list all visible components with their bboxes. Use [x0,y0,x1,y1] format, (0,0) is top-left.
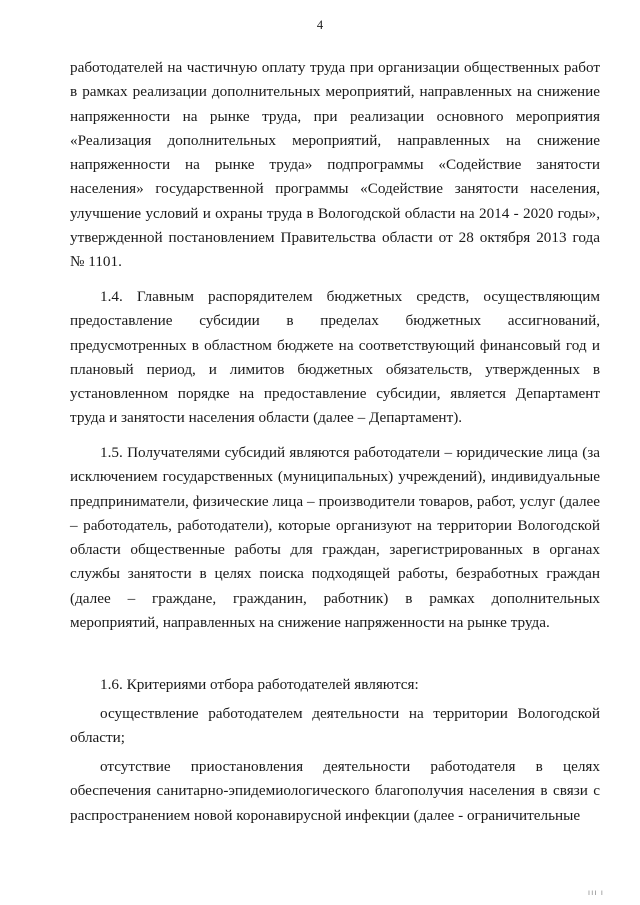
criterion-no-suspension: отсутствие приостановления деятельности работодателя в целях обеспечения санитарно-эпидемиологического благополучия населения в связи с распространением новой коронавирусной инфекции (далее - ограничительные [70,758,600,824]
paragraph-1-5: 1.5. Получателями субсидий являются работодатели – юридические лица (за исключением государственных (муниципальных) учреждений), индивидуальные предприниматели, физические лица – производители товаров, работ, услуг (далее – работодатель, работодатели), которые организуют на территории Вологодской области общественные работы для граждан, зарегистрированных в органах службы занятости в целях поиска подходящей работы, безработных граждан (далее – граждане, гражданин, работник) в рамках дополнительных мероприятий, направленных на снижение напряженности на рынке труда. [70,444,600,632]
paragraph-1-4: 1.4. Главным распорядителем бюджетных средств, осуществляющим предоставление субсидии в пределах бюджетных ассигнований, предусмотренных в областном бюджете на соответствующий финансовый год и плановый период, и лимитов бюджетных обязательств, утвержденных в установленном порядке на предоставление субсидии, является Департамент труда и занятости населения области (далее – Департамент). [70,288,600,427]
paragraph-continuation: работодателей на частичную оплату труда при организации общественных работ в рамках реализации дополнительных мероприятий, направленных на снижение напряженности на рынке труда, при реализации основного мероприятия «Реализация дополнительных мероприятий, направленных на снижение напряженности на рынке труда» подпрограммы «Содействие занятости населения» государственной программы «Содействие занятости населения, улучшение условий и охраны труда в Вологодской области на 2014 - 2020 годы», утвержденной постановлением Правительства области от 28 октября 2013 года № 1101. [70,59,600,271]
criterion-territory: осуществление работодателем деятельности на территории Вологодской области; [70,705,600,747]
scan-mark: ııı ı [587,888,604,897]
paragraph-1-6: 1.6. Критериями отбора работодателей являются: [100,676,419,693]
page-number: 4 [316,18,324,32]
